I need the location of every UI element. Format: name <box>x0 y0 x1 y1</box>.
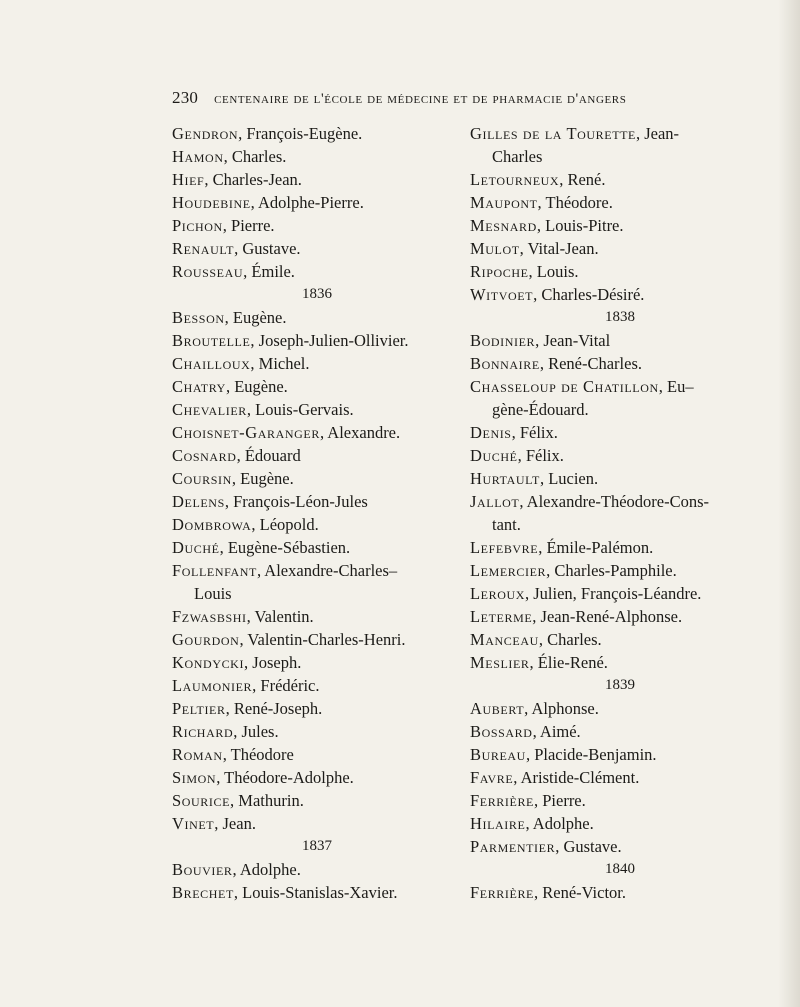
given-names: , Joseph. <box>244 653 302 672</box>
given-names: , Charles-Désiré. <box>533 285 645 304</box>
given-names: , Pierre. <box>222 216 275 235</box>
surname: Coursin <box>172 469 232 488</box>
surname: Rousseau <box>172 262 244 281</box>
name-entry <box>172 352 462 375</box>
surname: Pichon <box>172 216 223 235</box>
given-names: , Aristide-Clément. <box>513 768 640 787</box>
name-entry <box>470 214 770 237</box>
surname: Lefebvre <box>470 538 539 557</box>
given-names: , Adolphe. <box>525 814 594 833</box>
name-entry <box>470 605 770 628</box>
given-names: , Édouard <box>236 446 301 465</box>
given-names: , Adolphe. <box>232 860 301 879</box>
given-names: , Aimé. <box>532 722 581 741</box>
surname: Bureau <box>470 745 526 764</box>
given-names: , Eugène. <box>224 308 287 327</box>
name-entry <box>172 444 462 467</box>
name-entry <box>172 766 462 789</box>
name-entry <box>470 490 770 513</box>
given-names: , Jean-Vital <box>535 331 611 350</box>
given-names: , Vital-Jean. <box>519 239 599 258</box>
name-entry <box>470 812 770 835</box>
name-entry <box>470 421 770 444</box>
surname: Duché <box>172 538 220 557</box>
surname: Chailloux <box>172 354 251 373</box>
name-entry <box>172 260 462 283</box>
name-entry <box>470 628 770 651</box>
name-entry <box>172 306 462 329</box>
name-entry <box>172 237 462 260</box>
given-names: , Julien, François-Léandre. <box>525 584 702 603</box>
name-entry <box>470 168 770 191</box>
surname: Jallot <box>470 492 520 511</box>
year-heading: 1837 <box>302 838 332 854</box>
surname: Roman <box>172 745 223 764</box>
name-entry <box>470 375 770 398</box>
name-entry <box>470 122 770 145</box>
surname: Houdebine <box>172 193 251 212</box>
given-names: , Jean. <box>214 814 256 833</box>
name-entry <box>470 559 770 582</box>
surname: Denis <box>470 423 512 442</box>
given-names: , Théodore <box>222 745 294 764</box>
name-entry <box>470 881 770 904</box>
surname: Choisnet-Garanger <box>172 423 320 442</box>
name-entry <box>172 858 462 881</box>
name-entry <box>172 398 462 421</box>
surname: Gilles de la Tourette <box>470 124 636 143</box>
surname: Ripoche <box>470 262 529 281</box>
surname: Follenfant <box>172 561 257 580</box>
name-entry <box>172 145 462 168</box>
given-names: , Pierre. <box>533 791 586 810</box>
surname: Gendron <box>172 124 239 143</box>
name-entry <box>470 191 770 214</box>
name-entry <box>470 444 770 467</box>
given-names: , René-Joseph. <box>225 699 323 718</box>
given-names: , Frédéric. <box>252 676 320 695</box>
name-entry <box>470 467 770 490</box>
surname: Gourdon <box>172 630 240 649</box>
surname: Favre <box>470 768 514 787</box>
given-names: , Félix. <box>517 446 564 465</box>
given-names: , François-Eugène. <box>238 124 363 143</box>
surname: Lemercier <box>470 561 547 580</box>
year-heading: 1838 <box>605 309 635 325</box>
surname: Besson <box>172 308 225 327</box>
surname: Brechet <box>172 883 234 902</box>
name-entry <box>172 559 462 582</box>
given-names: , Louis-Gervais. <box>246 400 354 419</box>
surname: Leroux <box>470 584 526 603</box>
name-entry <box>470 237 770 260</box>
surname: Renault <box>172 239 235 258</box>
name-entry <box>470 697 770 720</box>
name-entry <box>172 789 462 812</box>
name-entry <box>470 720 770 743</box>
year-heading: 1836 <box>302 286 332 302</box>
name-entry <box>172 191 462 214</box>
surname: Simon <box>172 768 217 787</box>
given-names: , Charles-Pamphile. <box>546 561 677 580</box>
given-names: , Louis-Pitre. <box>536 216 624 235</box>
given-names: , Charles-Jean. <box>204 170 302 189</box>
year-heading: 1840 <box>605 861 635 877</box>
surname: Dombrowa <box>172 515 252 534</box>
name-entry <box>172 743 462 766</box>
page-edge-shadow <box>778 0 800 1007</box>
surname: Mulot <box>470 239 520 258</box>
name-entry <box>172 881 462 904</box>
surname: Kondycki <box>172 653 245 672</box>
surname: Ferrière <box>470 791 534 810</box>
name-entry <box>470 651 770 674</box>
given-names: , Charles. <box>538 630 602 649</box>
surname: Ferrière <box>470 883 534 902</box>
given-names: , Émile-Palémon. <box>538 538 654 557</box>
name-entry <box>172 513 462 536</box>
given-names: , Valentin. <box>246 607 314 626</box>
surname: Delens <box>172 492 225 511</box>
surname: Parmentier <box>470 837 556 856</box>
surname: Broutelle <box>172 331 251 350</box>
left-column <box>172 122 462 904</box>
name-entry <box>172 214 462 237</box>
name-entry <box>172 375 462 398</box>
name-entry <box>172 467 462 490</box>
given-names: , René-Victor. <box>533 883 627 902</box>
entry-continuation: Charles <box>492 147 543 166</box>
given-names: , Jean-René-Alphonse. <box>532 607 683 626</box>
given-names: , Charles. <box>223 147 287 166</box>
name-entry <box>470 329 770 352</box>
name-entry <box>470 536 770 559</box>
entry-continuation: tant. <box>492 515 521 534</box>
page-number: 230 <box>172 88 199 107</box>
name-entry <box>172 697 462 720</box>
right-column <box>470 122 770 904</box>
given-names: , Élie-René. <box>529 653 608 672</box>
given-names: , Eugène. <box>231 469 294 488</box>
given-names: , Alexandre-Théodore-Cons- <box>519 492 710 511</box>
given-names: , Eugène. <box>225 377 288 396</box>
name-entry <box>470 766 770 789</box>
name-entry <box>172 329 462 352</box>
name-entry <box>470 352 770 375</box>
surname: Hilaire <box>470 814 526 833</box>
given-names: , Léopold. <box>251 515 319 534</box>
given-names: , Alexandre. <box>319 423 401 442</box>
name-entry <box>172 651 462 674</box>
given-names: , Mathurin. <box>230 791 304 810</box>
surname: Bonnaire <box>470 354 540 373</box>
name-entry <box>470 260 770 283</box>
given-names: , Alexandre-Charles– <box>256 561 398 580</box>
entry-continuation: gène-Édouard. <box>492 400 589 419</box>
surname: Bouvier <box>172 860 233 879</box>
entry-continuation: Louis <box>194 584 232 603</box>
surname: Manceau <box>470 630 539 649</box>
given-names: , Théodore-Adolphe. <box>216 768 354 787</box>
surname: Sourice <box>172 791 231 810</box>
given-names: , François-Léon-Jules <box>224 492 368 511</box>
surname: Letourneux <box>470 170 560 189</box>
given-names: , Joseph-Julien-Ollivier. <box>250 331 409 350</box>
name-entry <box>172 490 462 513</box>
given-names: , Louis-Stanislas-Xavier. <box>233 883 398 902</box>
given-names: , Eu– <box>658 377 694 396</box>
surname: Maupont <box>470 193 538 212</box>
name-entry <box>172 421 462 444</box>
surname: Meslier <box>470 653 530 672</box>
given-names: , Adolphe-Pierre. <box>250 193 364 212</box>
name-entry <box>470 789 770 812</box>
given-names: , Valentin-Charles-Henri. <box>239 630 406 649</box>
surname: Chevalier <box>172 400 247 419</box>
surname: Duché <box>470 446 518 465</box>
surname: Laumonier <box>172 676 253 695</box>
surname: Aubert <box>470 699 525 718</box>
surname: Bossard <box>470 722 533 741</box>
name-entry <box>172 720 462 743</box>
name-entry <box>470 582 770 605</box>
name-entry <box>172 536 462 559</box>
surname: Leterme <box>470 607 533 626</box>
running-header <box>172 88 692 108</box>
given-names: , Michel. <box>250 354 310 373</box>
surname: Peltier <box>172 699 226 718</box>
name-entry <box>172 812 462 835</box>
given-names: , Jules. <box>233 722 279 741</box>
name-entry <box>172 674 462 697</box>
given-names: , Théodore. <box>537 193 613 212</box>
surname: Richard <box>172 722 234 741</box>
surname: Fzwasbshi <box>172 607 247 626</box>
surname: Chatry <box>172 377 226 396</box>
year-heading: 1839 <box>605 677 635 693</box>
surname: Bodinier <box>470 331 536 350</box>
given-names: , Lucien. <box>539 469 599 488</box>
given-names: , René-Charles. <box>539 354 642 373</box>
surname: Hief <box>172 170 205 189</box>
name-entry <box>172 122 462 145</box>
given-names: , René. <box>559 170 606 189</box>
name-entry <box>172 168 462 191</box>
given-names: , Gustave. <box>234 239 301 258</box>
name-entry <box>470 743 770 766</box>
surname: Vinet <box>172 814 215 833</box>
surname: Mesnard <box>470 216 537 235</box>
given-names: , Gustave. <box>555 837 622 856</box>
name-entry <box>172 605 462 628</box>
name-entry <box>172 628 462 651</box>
name-entry <box>470 835 770 858</box>
given-names: , Jean- <box>635 124 680 143</box>
surname: Hurtault <box>470 469 540 488</box>
given-names: , Eugène-Sébastien. <box>219 538 351 557</box>
name-entry <box>470 283 770 306</box>
given-names: , Félix. <box>511 423 558 442</box>
running-title: centenaire de l'école de médecine et de pharmacie d'angers <box>214 91 627 107</box>
surname: Hamon <box>172 147 224 166</box>
surname: Witvoet <box>470 285 534 304</box>
given-names: , Émile. <box>243 262 295 281</box>
given-names: , Placide-Benjamin. <box>525 745 657 764</box>
surname: Chasseloup de Chatillon <box>470 377 659 396</box>
surname: Cosnard <box>172 446 237 465</box>
given-names: , Alphonse. <box>524 699 599 718</box>
given-names: , Louis. <box>528 262 579 281</box>
